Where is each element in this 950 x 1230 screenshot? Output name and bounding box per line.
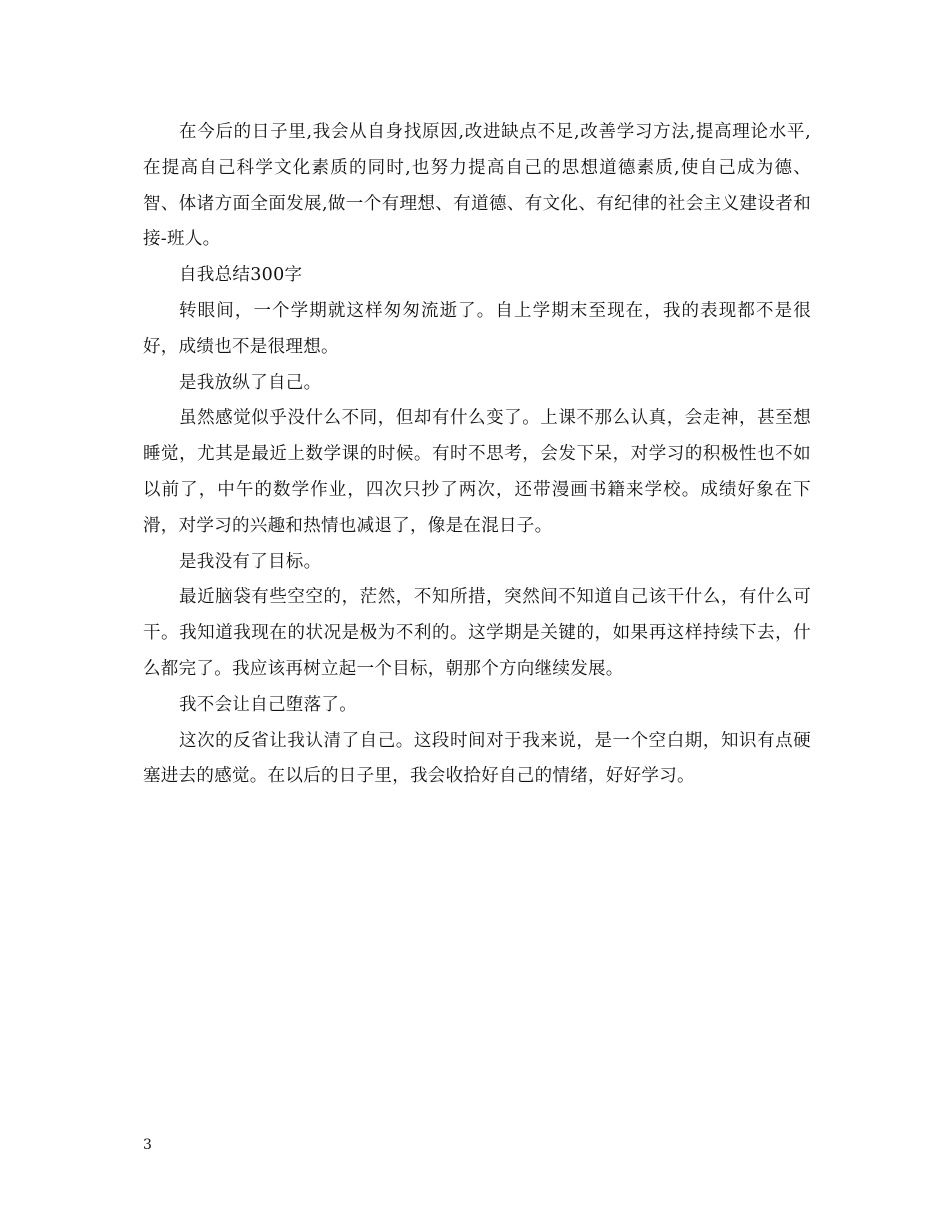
paragraph-conclusion: 这次的反省让我认清了自己。这段时间对于我来说，是一个空白期，知识有点硬塞进去的感觉。在以后的日子里，我会收拾好自己的情绪，好好学习。 <box>143 730 811 787</box>
paragraph-reason-2: 是我没有了目标。 <box>179 551 322 572</box>
paragraph-resolve: 我不会让自己堕落了。 <box>179 694 357 715</box>
document-body <box>143 115 811 795</box>
paragraph-details: 虽然感觉似乎没什么不同，但却有什么变了。上课不那么认真，会走神，甚至想睡觉，尤其是最近上数学课的时候。有时不思考，会发下呆，对学习的积极性也不如以前了，中午的数学作业，四次只抄了两次，还带漫画书籍来学校。成绩好象在下滑，对学习的兴趣和热情也减退了，像是在混日子。 <box>143 408 811 536</box>
paragraph-plan: 在今后的日子里,我会从自身找原因,改进缺点不足,改善学习方法,提高理论水平,在提高自己科学文化素质的同时,也努力提高自己的思想道德素质,使自己成为德、智、体诸方面全面发展,做一个有理想、有道德、有文化、有纪律的社会主义建设者和接-班人。 <box>143 122 811 250</box>
page-number: 3 <box>143 1137 152 1153</box>
paragraph-intro: 转眼间，一个学期就这样匆匆流逝了。自上学期末至现在，我的表现都不是很好，成绩也不是很理想。 <box>143 300 811 357</box>
paragraph-reflection: 最近脑袋有些空空的，茫然，不知所措，突然间不知道自己该干什么，有什么可干。我知道我现在的状况是极为不利的。这学期是关键的，如果再这样持续下去，什么都完了。我应该再树立起一个目标，朝那个方向继续发展。 <box>143 587 811 679</box>
paragraph-reason-1: 是我放纵了自己。 <box>179 372 322 393</box>
section-heading: 自我总结300字 <box>179 265 303 286</box>
